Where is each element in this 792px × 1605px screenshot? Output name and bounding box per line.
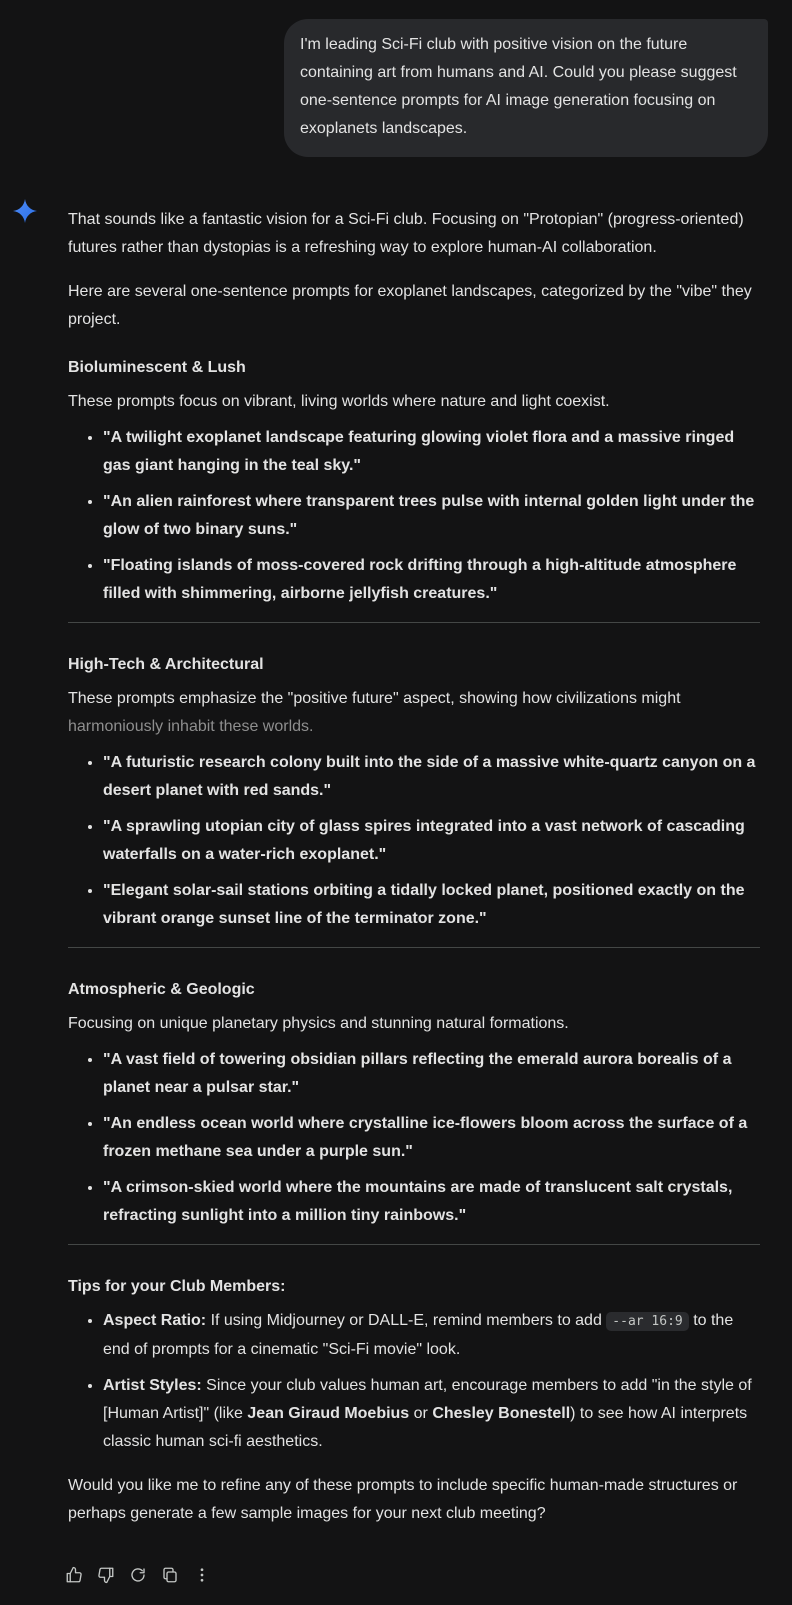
thumbs-up-button[interactable] [58, 1559, 90, 1591]
tip-item-artist-styles [103, 1372, 760, 1456]
prompt-item: • "A crimson-skied world where the mountains are made of translucent salt crystals, refracting sunlight into a million tiny rainbows." [103, 1174, 760, 1230]
artist-name: Jean Giraud Moebius [247, 1405, 410, 1422]
prompt-item: • "A futuristic research colony built into the side of a massive white-quartz canyon on a desert planet with red sands." [103, 749, 760, 805]
section-heading: Atmospheric & Geologic [68, 981, 255, 998]
section-divider [68, 1244, 760, 1245]
prompt-list [68, 424, 760, 608]
section-description-text: These prompts emphasize the "positive future" aspect, showing how civilizations might [68, 690, 681, 707]
code-snippet: --ar 16:9 [606, 1312, 688, 1331]
redo-button[interactable] [122, 1559, 154, 1591]
thumbs-down-icon [97, 1566, 115, 1584]
closing-paragraph: Would you like me to refine any of these prompts to include specific human-made structures or perhaps generate a few sample images for your next club meeting? [68, 1477, 738, 1522]
prompt-item: • "A sprawling utopian city of glass spires integrated into a vast network of cascading waterfalls on a water-rich exoplanet." [103, 813, 760, 869]
user-message-bubble [284, 19, 768, 157]
tip-text: If using Midjourney or DALL-E, remind members to add [206, 1312, 607, 1329]
prompt-list [68, 749, 760, 933]
prompt-item: • "Elegant solar-sail stations orbiting a tidally locked planet, positioned exactly on the vibrant orange sunset line of the terminator zone." [103, 877, 760, 933]
more-icon [193, 1566, 211, 1584]
thumbs-up-icon [65, 1566, 83, 1584]
tip-label: Aspect Ratio: [103, 1312, 207, 1329]
prompt-list [68, 1046, 760, 1230]
section-heading: Bioluminescent & Lush [68, 359, 246, 376]
tip-label: Artist Styles: [103, 1377, 202, 1394]
tips-heading: Tips for your Club Members: [68, 1278, 286, 1295]
tip-text: or [409, 1405, 433, 1422]
artist-name: Chesley Bonestell [432, 1405, 571, 1422]
section-description [68, 685, 760, 741]
section-divider [68, 622, 760, 623]
tip-text: to the end of prompts for a cinematic "Sci-Fi movie" look. [103, 1312, 734, 1358]
gemini-sparkle-icon [12, 198, 38, 224]
intro-paragraph: That sounds like a fantastic vision for a Sci-Fi club. Focusing on "Protopian" (progress-oriented) futures rather than dystopias is a refreshing way to explore human-AI collaboration. [68, 211, 744, 256]
tip-item-aspect-ratio [103, 1307, 760, 1364]
more-options-button[interactable] [186, 1559, 218, 1591]
tip-text: ) to see how AI interprets classic human sci-fi aesthetics. [103, 1405, 748, 1450]
prompt-item: • "A vast field of towering obsidian pillars reflecting the emerald aurora borealis of a planet near a pulsar star." [103, 1046, 760, 1102]
redo-icon [129, 1566, 147, 1584]
prompt-item: • "A twilight exoplanet landscape featuring glowing violet flora and a massive ringed gas giant hanging in the teal sky." [103, 424, 760, 480]
intro-paragraph-2: Here are several one-sentence prompts for exoplanet landscapes, categorized by the "vibe" they project. [68, 283, 752, 328]
prompt-item: • "Floating islands of moss-covered rock drifting through a high-altitude atmosphere filled with shimmering, airborne jellyfish creatures." [103, 552, 760, 608]
copy-button[interactable] [154, 1559, 186, 1591]
thumbs-down-button[interactable] [90, 1559, 122, 1591]
assistant-response [68, 206, 760, 1544]
section-divider [68, 947, 760, 948]
section-heading: High-Tech & Architectural [68, 656, 264, 673]
section-description: Focusing on unique planetary physics and stunning natural formations. [68, 1015, 569, 1032]
prompt-item: • "An alien rainforest where transparent trees pulse with internal golden light under the glow of two binary suns." [103, 488, 760, 544]
prompt-item: • "An endless ocean world where crystalline ice-flowers bloom across the surface of a frozen methane sea under a purple sun." [103, 1110, 760, 1166]
response-action-bar [58, 1559, 218, 1591]
section-description: These prompts focus on vibrant, living worlds where nature and light coexist. [68, 393, 610, 410]
copy-icon [161, 1566, 179, 1584]
tip-text: Since your club values human art, encourage members to add "in the style of [Human Artist]" (like [103, 1377, 752, 1422]
section-description-faded: harmoniously inhabit these worlds. [68, 718, 314, 735]
user-message-text: I'm leading Sci-Fi club with positive vision on the future containing art from humans and AI. Could you please suggest one-sentence prompts for AI image generation focusing on exoplanets landscapes. [300, 36, 737, 137]
tips-list [68, 1307, 760, 1456]
